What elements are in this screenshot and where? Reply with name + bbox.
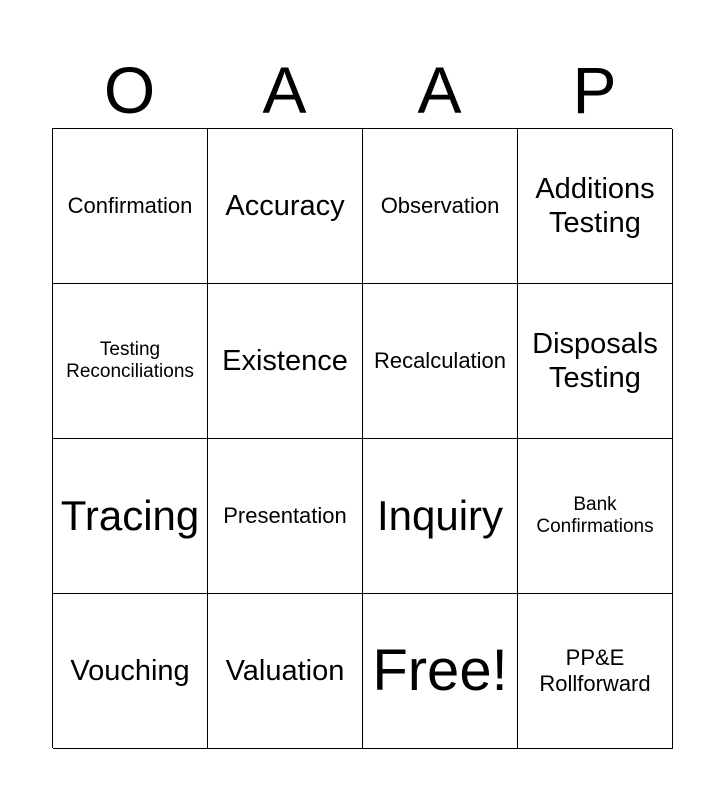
free-space-cell[interactable]: Free! (363, 594, 518, 749)
bingo-cell[interactable]: Inquiry (363, 439, 518, 594)
header-letter: A (417, 53, 462, 127)
bingo-cell[interactable]: Bank Confirmations (518, 439, 673, 594)
bingo-cell[interactable]: Additions Testing (518, 129, 673, 284)
bingo-cell[interactable]: Testing Reconciliations (53, 284, 208, 439)
bingo-cell[interactable]: Recalculation (363, 284, 518, 439)
bingo-cell[interactable]: Valuation (208, 594, 363, 749)
bingo-cell[interactable]: Presentation (208, 439, 363, 594)
header-letter: O (103, 53, 156, 127)
bingo-cell[interactable]: PP&E Rollforward (518, 594, 673, 749)
bingo-cell[interactable]: Disposals Testing (518, 284, 673, 439)
bingo-cell[interactable]: Confirmation (53, 129, 208, 284)
bingo-cell[interactable]: Existence (208, 284, 363, 439)
bingo-cell[interactable]: Vouching (53, 594, 208, 749)
header-letter: P (572, 53, 617, 127)
bingo-cell[interactable]: Observation (363, 129, 518, 284)
bingo-card (52, 128, 672, 748)
bingo-cell[interactable]: Tracing (53, 439, 208, 594)
bingo-cell[interactable]: Accuracy (208, 129, 363, 284)
header-letter: A (262, 53, 307, 127)
bingo-header (52, 52, 672, 128)
